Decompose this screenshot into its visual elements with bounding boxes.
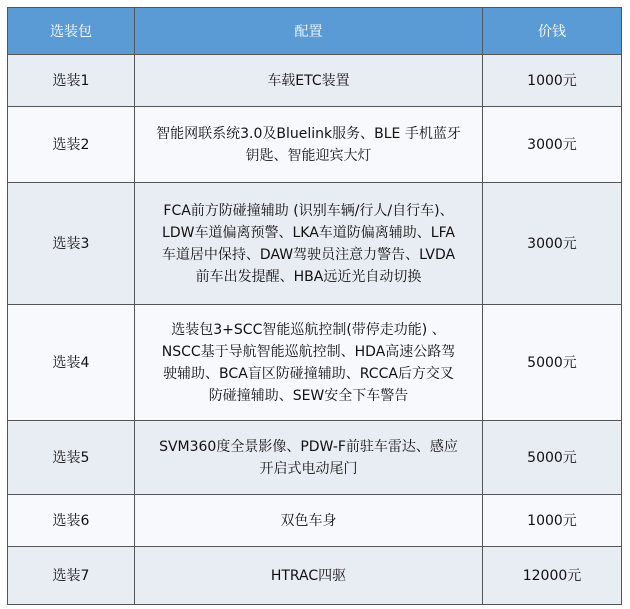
table-row — [8, 305, 622, 421]
config-line: 双色车身 — [280, 512, 337, 529]
package-cell: 选装4 — [8, 305, 135, 421]
config-line: 前车出发提醒、HBA远近光自动切换 — [195, 268, 422, 285]
package-cell: 选装6 — [8, 495, 135, 547]
package-cell: 选装5 — [8, 421, 135, 495]
price-cell: 1000元 — [483, 55, 622, 107]
config-line: 车道居中保持、DAW驾驶员注意力警告、LVDA — [161, 246, 456, 263]
config-line: 开启式电动尾门 — [259, 460, 358, 477]
config-cell — [135, 183, 483, 305]
config-cell — [135, 55, 483, 107]
price-cell: 5000元 — [483, 421, 622, 495]
package-cell: 选装3 — [8, 183, 135, 305]
config-line: HTRAC四驱 — [270, 567, 347, 584]
config-line: 钥匙、智能迎宾大灯 — [245, 147, 372, 164]
table-row — [8, 547, 622, 605]
package-cell: 选装1 — [8, 55, 135, 107]
table-row — [8, 421, 622, 495]
config-line: 选装包3+SCC智能巡航控制(带停走功能) 、 — [171, 321, 446, 338]
price-cell: 5000元 — [483, 305, 622, 421]
config-line: NSCC基于导航智能巡航控制、HDA高速公路驾 — [161, 343, 456, 360]
price-cell: 3000元 — [483, 183, 622, 305]
config-line: SVM360度全景影像、PDW-F前驻车雷达、感应 — [159, 438, 458, 455]
config-line: LDW车道偏离预警、LKA车道防偏离辅助、LFA — [162, 224, 455, 241]
table-row — [8, 183, 622, 305]
header-package: 选装包 — [8, 8, 135, 55]
config-cell — [135, 547, 483, 605]
header-config: 配置 — [135, 8, 483, 55]
config-cell — [135, 107, 483, 183]
table-row — [8, 495, 622, 547]
table-row — [8, 107, 622, 183]
config-line: 防碰撞辅助、SEW安全下车警告 — [208, 387, 409, 404]
price-cell: 1000元 — [483, 495, 622, 547]
header-price: 价钱 — [483, 8, 622, 55]
options-table-container — [7, 7, 621, 605]
config-line: 智能网联系统3.0及Bluelink服务、BLE 手机蓝牙 — [156, 125, 461, 142]
package-cell: 选装2 — [8, 107, 135, 183]
config-line: FCA前方防碰撞辅助 (识别车辆/行人/自行车)、 — [163, 202, 454, 219]
price-cell: 3000元 — [483, 107, 622, 183]
config-cell — [135, 305, 483, 421]
price-cell: 12000元 — [483, 547, 622, 605]
config-cell — [135, 421, 483, 495]
config-line: 车载ETC装置 — [267, 72, 350, 89]
config-cell — [135, 495, 483, 547]
package-cell: 选装7 — [8, 547, 135, 605]
options-table — [7, 7, 622, 605]
table-header-row — [8, 8, 622, 55]
config-line: 驶辅助、BCA盲区防碰撞辅助、RCCA后方交叉 — [163, 365, 454, 382]
table-row — [8, 55, 622, 107]
